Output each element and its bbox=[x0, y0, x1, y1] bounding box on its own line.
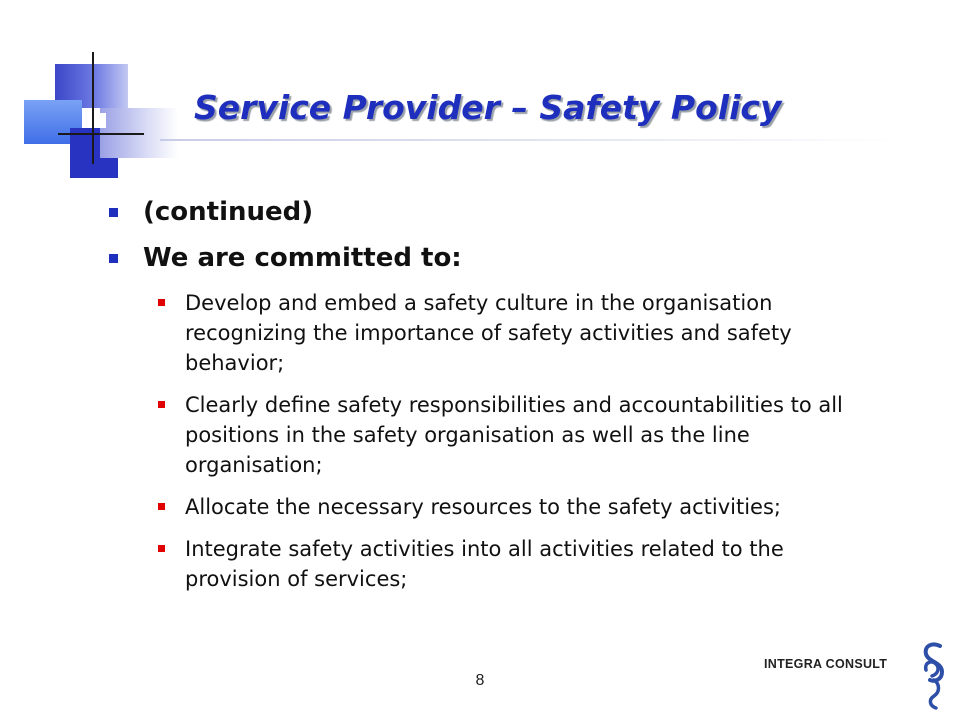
sub-bullet-text: Allocate the necessary resources to the safety activities; bbox=[185, 495, 781, 519]
sub-bullet-text: Clearly define safety responsibilities and accountabilities to all positions in the safety organisation as well as the line organisation; bbox=[185, 393, 843, 477]
bullet-item bbox=[106, 242, 906, 274]
logo-text: INTEGRA CONSULT bbox=[764, 657, 888, 671]
slide-title: Service Provider – Safety Policy bbox=[194, 88, 782, 127]
page-number: 8 bbox=[475, 672, 485, 689]
square-bullet-icon bbox=[109, 208, 118, 217]
sub-bullet-list bbox=[106, 288, 906, 594]
sub-bullet-text: Develop and embed a safety culture in the organisation recognizing the importance of safety activities and safety behavior; bbox=[185, 291, 792, 375]
bullet-text: We are committed to: bbox=[143, 243, 462, 273]
square-bullet-icon bbox=[158, 299, 165, 306]
slide-body bbox=[106, 196, 906, 606]
decorative-squares bbox=[0, 0, 200, 190]
decor-horizontal-line bbox=[58, 133, 144, 135]
company-logo bbox=[752, 640, 952, 712]
title-underline bbox=[160, 139, 900, 141]
bullet-item bbox=[106, 196, 906, 228]
sub-bullet-text: Integrate safety activities into all activities related to the provision of services; bbox=[185, 537, 784, 591]
sub-bullet-item bbox=[106, 390, 906, 480]
sub-bullet-item bbox=[106, 288, 906, 378]
square-bullet-icon bbox=[158, 503, 165, 510]
sub-bullet-item bbox=[106, 534, 906, 594]
bullet-text: (continued) bbox=[143, 197, 314, 227]
square-bullet-icon bbox=[158, 401, 165, 408]
decor-vertical-line bbox=[92, 52, 94, 164]
section-sign-icon bbox=[918, 640, 948, 712]
square-bullet-icon bbox=[109, 254, 118, 263]
sub-bullet-item bbox=[106, 492, 906, 522]
decor-square bbox=[82, 113, 106, 128]
square-bullet-icon bbox=[158, 545, 165, 552]
